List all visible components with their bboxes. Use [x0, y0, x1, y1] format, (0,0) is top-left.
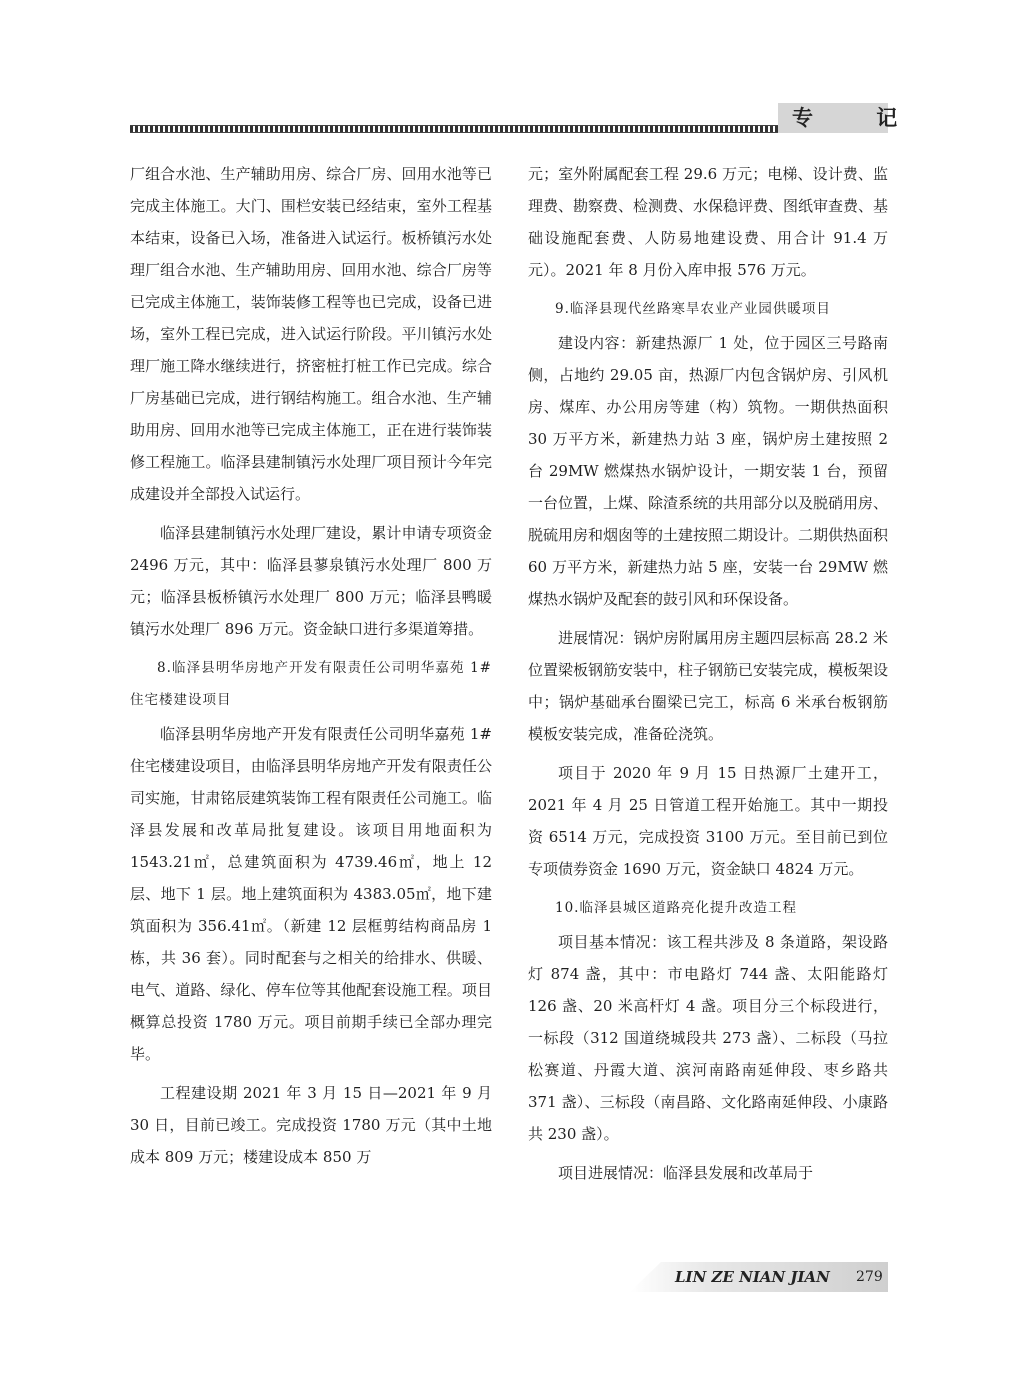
section-label: 专 记 [778, 103, 888, 133]
header-dotted-rule [130, 125, 778, 133]
running-title: LIN ZE NIAN JIAN [675, 1268, 830, 1286]
page-number: 279 [856, 1269, 883, 1285]
paragraph: 建设内容：新建热源厂 1 处，位于园区三号路南侧，占地约 29.05 亩，热源厂内包含锅炉房、引风机房、煤库、办公用房等建（构）筑物。一期供热面积 30 万平方米，新建热力站 3 座，锅炉房土建按照 2 台 29MW 燃煤热水锅炉设计，一期安装 1 台，预留一台位置，上煤、除渣系统的共用部分以及脱硝用房、脱硫用房和烟囱等的土建按照二期设计。二期供热面积 60 万平方米，新建热力站 5 座，安装一台 29MW 燃煤热水锅炉及配套的鼓引风和环保设备。 [528, 334, 889, 608]
paragraph: 临泽县明华房地产开发有限责任公司明华嘉苑 1# 住宅楼建设项目，由临泽县明华房地产开发有限责任公司实施，甘肃铭辰建筑装饰工程有限责任公司施工。临泽县发展和改革局批复建设。该项目用地面积为 1543.21㎡，总建筑面积为 4739.46㎡，地上 12 层、地下 1 层。地上建筑面积为 4383.05㎡，地下建筑面积为 356.41㎡。（新建 12 层框剪结构商品房 1 栋，共 36 套）。同时配套与之相关的给排水、供暖、电气、道路、绿化、停车位等其他配套设施工程。项目概算总投资 1780 万元。项目前期手续已全部办理完毕。 [130, 725, 492, 1063]
paragraph: 厂组合水池、生产辅助用房、综合厂房、回用水池等已完成主体施工。大门、围栏安装已经结束，室外工程基本结束，设备已入场，准备进入试运行。板桥镇污水处理厂组合水池、生产辅助用房、回用水池、综合厂房等已完成主体施工，装饰装修工程等也已完成，设备已进场，室外工程已完成，进入试运行阶段。平川镇污水处理厂施工降水继续进行，挤密桩打桩工作已完成。综合厂房基础已完成，进行钢结构施工。组合水池、生产辅助用房、回用水池等已完成主体施工，正在进行装饰装修工程施工。临泽县建制镇污水处理厂项目预计今年完成建设并全部投入试运行。 [130, 165, 492, 503]
paragraph: 项目进展情况：临泽县发展和改革局于 [558, 1164, 814, 1182]
left-column [130, 158, 492, 1180]
right-column [528, 158, 888, 1196]
paragraph: 项目基本情况：该工程共涉及 8 条道路，架设路灯 874 盏，其中：市电路灯 744 盏、太阳能路灯 126 盏、20 米高杆灯 4 盏。项目分三个标段进行，一标段（312 国道绕城段共 273 盏）、二标段（马拉松赛道、丹霞大道、滨河南路南延伸段、枣乡路共 371 盏）、三标段（南昌路、文化路南延伸段、小康路共 230 盏）。 [528, 933, 888, 1143]
section-heading: 10.临泽县城区道路亮化提升改造工程 [555, 900, 797, 916]
paragraph: 进展情况：锅炉房附属用房主题四层标高 28.2 米位置梁板钢筋安装中，柱子钢筋已安装完成，模板架设中；锅炉基础承台圈梁已完工，标高 6 米承台板钢筋模板安装完成，准备砼浇筑。 [528, 629, 889, 743]
section-heading: 9.临泽县现代丝路寒旱农业产业园供暖项目 [555, 301, 831, 317]
paragraph: 临泽县建制镇污水处理厂建设，累计申请专项资金 2496 万元，其中：临泽县蓼泉镇污水处理厂 800 万元；临泽县板桥镇污水处理厂 800 万元；临泽县鸭暖镇污水处理厂 896 万元。资金缺口进行多渠道筹措。 [130, 524, 492, 638]
paragraph: 元；室外附属配套工程 29.6 万元；电梯、设计费、监理费、勘察费、检测费、水保稳评费、图纸审查费、基础设施配套费、人防易地建设费、用合计 91.4 万元）。2021 年 8 月份入库申报 576 万元。 [528, 165, 889, 279]
paragraph: 项目于 2020 年 9 月 15 日热源厂土建开工，2021 年 4 月 25 日管道工程开始施工。其中一期投资 6514 万元，完成投资 3100 万元。至目前已到位专项债券资金 1690 万元，资金缺口 4824 万元。 [528, 764, 888, 878]
paragraph: 工程建设期 2021 年 3 月 15 日—2021 年 9 月 30 日，目前已竣工。完成投资 1780 万元（其中土地成本 809 万元；楼建设成本 850 万 [130, 1084, 492, 1166]
section-heading: 8.临泽县明华房地产开发有限责任公司明华嘉苑 1# 住宅楼建设项目 [130, 660, 492, 708]
